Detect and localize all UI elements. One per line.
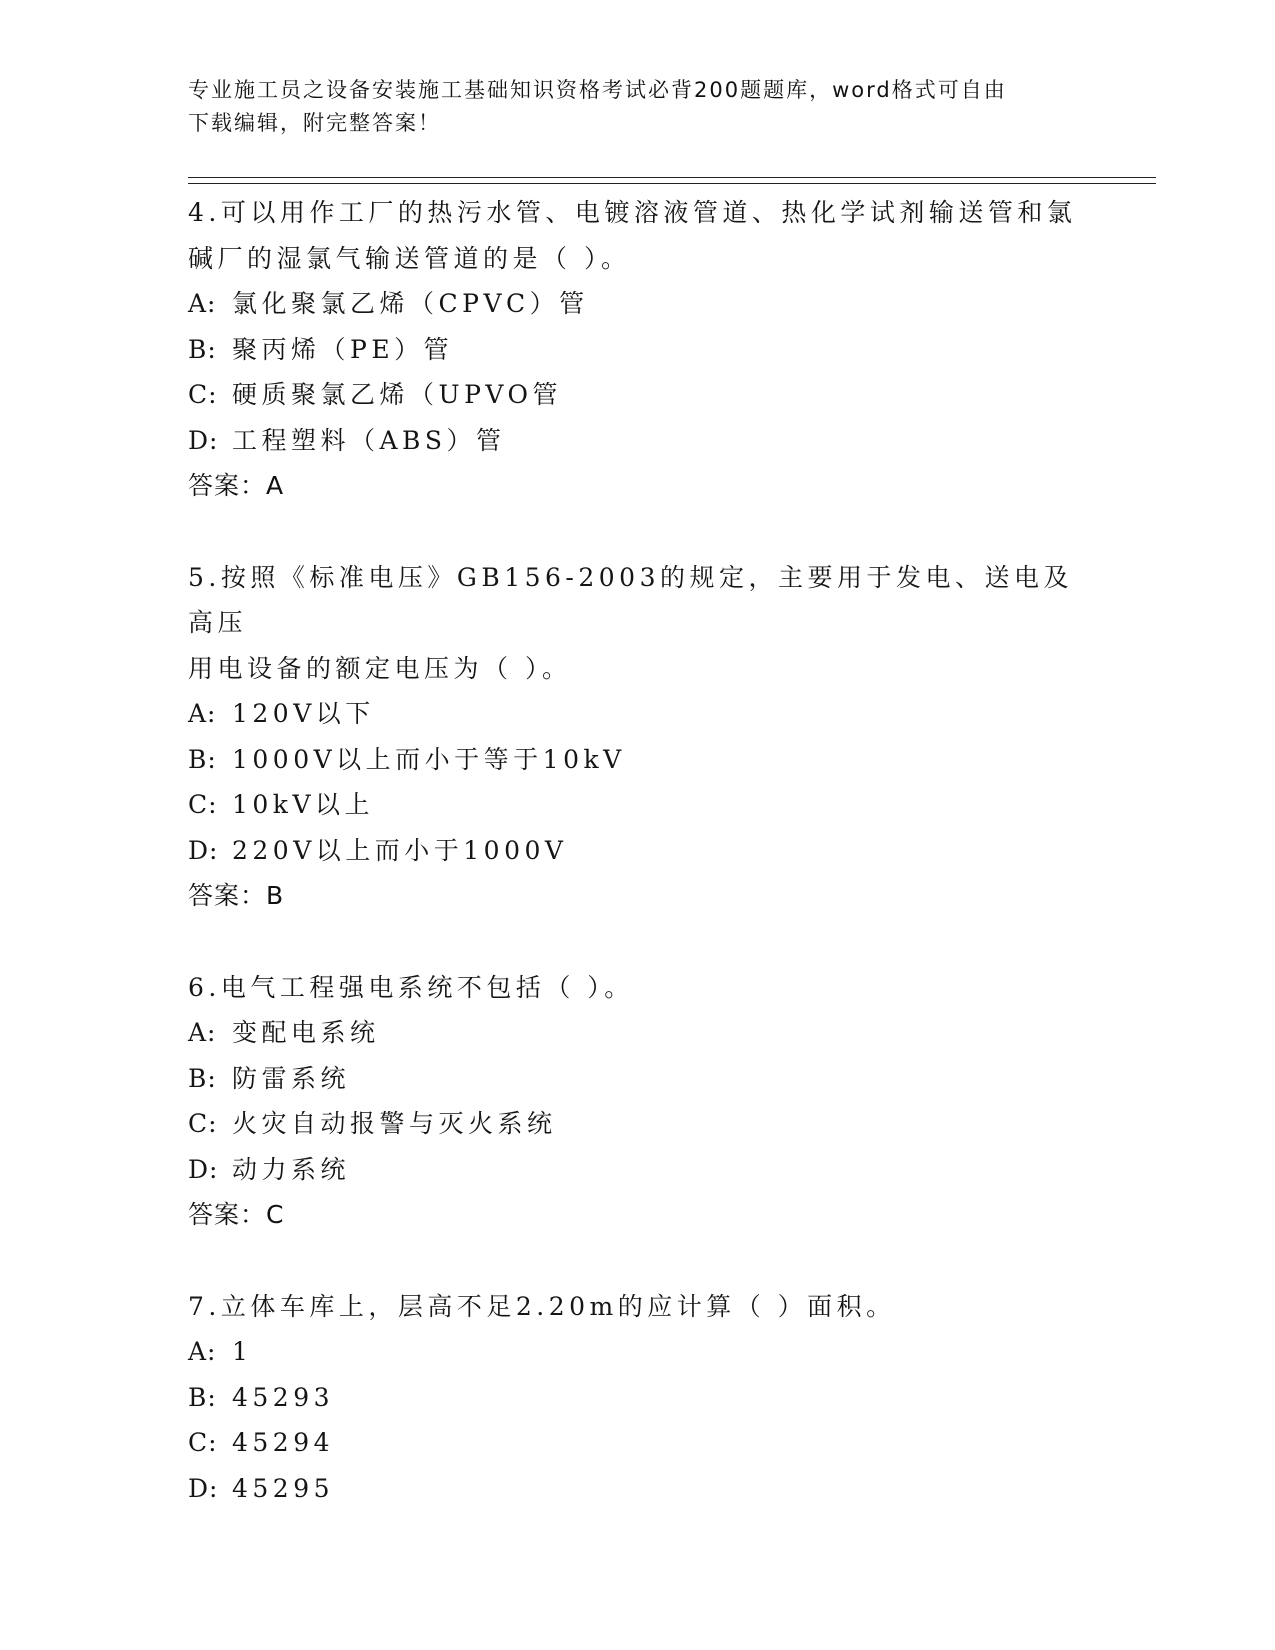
option-letter: D: <box>188 425 219 455</box>
answer-line: 答案：A <box>188 471 285 500</box>
question-spacer <box>188 1238 1088 1284</box>
option-d <box>188 1466 1088 1512</box>
option-letter: B: <box>188 334 217 364</box>
option-b <box>188 327 1088 373</box>
option-text: 220V以上而小于1000V <box>232 835 568 865</box>
option-text: 变配电系统 <box>232 1018 380 1047</box>
option-text: 1 <box>232 1337 253 1366</box>
header-title-line-1: 专业施工员之设备安装施工基础知识资格考试必背200题题库，word格式可自由 <box>188 78 1007 102</box>
question-spacer <box>188 919 1088 965</box>
option-letter: A: <box>188 289 217 318</box>
option-letter: D: <box>188 1154 219 1184</box>
question-7 <box>188 1284 1088 1512</box>
answer-line: 答案：C <box>188 1200 285 1229</box>
option-text: 火灾自动报警与灭火系统 <box>232 1109 557 1138</box>
question-stem-line: 7.立体车库上，层高不足2.20m的应计算（ ）面积。 <box>188 1291 896 1321</box>
option-text: 防雷系统 <box>232 1063 351 1093</box>
question-stem-line: 用电设备的额定电压为（ ）。 <box>188 653 572 683</box>
option-text: 1000V以上而小于等于10kV <box>232 744 626 774</box>
option-text: 45293 <box>232 1382 335 1412</box>
option-text: 硬质聚氯乙烯（UPVO管 <box>232 380 563 409</box>
option-letter: D: <box>188 835 219 865</box>
question-spacer <box>188 509 1088 555</box>
question-list <box>188 190 1088 1511</box>
option-text: 工程塑料（ABS）管 <box>232 425 506 455</box>
question-stem-line: 碱厂的湿氯气输送管道的是（ ）。 <box>188 243 631 273</box>
header-title-line-2: 下载编辑，附完整答案！ <box>188 111 441 135</box>
option-text: 动力系统 <box>232 1154 351 1184</box>
option-text: 氯化聚氯乙烯（CPVC）管 <box>232 289 589 318</box>
option-text: 120V以下 <box>232 699 375 728</box>
option-text: 45294 <box>232 1428 335 1457</box>
answer-line: 答案：B <box>188 881 285 910</box>
question-6 <box>188 965 1088 1238</box>
option-a <box>188 1010 1088 1056</box>
option-letter: D: <box>188 1473 219 1503</box>
option-letter: C: <box>188 380 218 409</box>
option-b <box>188 1375 1088 1421</box>
option-letter: A: <box>188 699 217 728</box>
option-letter: B: <box>188 1382 217 1412</box>
option-d <box>188 418 1088 464</box>
question-stem-line: 4.可以用作工厂的热污水管、电镀溶液管道、热化学试剂输送管和氯 <box>188 198 1077 227</box>
option-c <box>188 1101 1088 1147</box>
option-d <box>188 1147 1088 1193</box>
question-stem-line: 5.按照《标准电压》GB156-2003的规定，主要用于发电、送电及高压 <box>188 562 1073 637</box>
header-divider-top <box>188 177 1156 178</box>
option-letter: C: <box>188 790 218 819</box>
option-letter: B: <box>188 744 217 774</box>
document-header <box>188 74 1088 140</box>
option-letter: A: <box>188 1337 217 1366</box>
option-letter: C: <box>188 1428 218 1457</box>
option-b <box>188 737 1088 783</box>
question-stem-line: 6.电气工程强电系统不包括（ ）。 <box>188 972 634 1002</box>
option-a <box>188 281 1088 327</box>
option-b <box>188 1056 1088 1102</box>
option-letter: A: <box>188 1018 217 1047</box>
header-divider-bottom <box>188 183 1156 184</box>
option-a <box>188 1329 1088 1375</box>
option-c <box>188 372 1088 418</box>
option-text: 聚丙烯（PE）管 <box>232 334 454 364</box>
option-text: 10kV以上 <box>232 790 375 819</box>
option-letter: C: <box>188 1109 218 1138</box>
question-5 <box>188 555 1088 919</box>
option-d <box>188 828 1088 874</box>
option-a <box>188 691 1088 737</box>
option-c <box>188 782 1088 828</box>
question-4 <box>188 190 1088 509</box>
option-text: 45295 <box>232 1473 335 1503</box>
option-c <box>188 1420 1088 1466</box>
option-letter: B: <box>188 1063 217 1093</box>
